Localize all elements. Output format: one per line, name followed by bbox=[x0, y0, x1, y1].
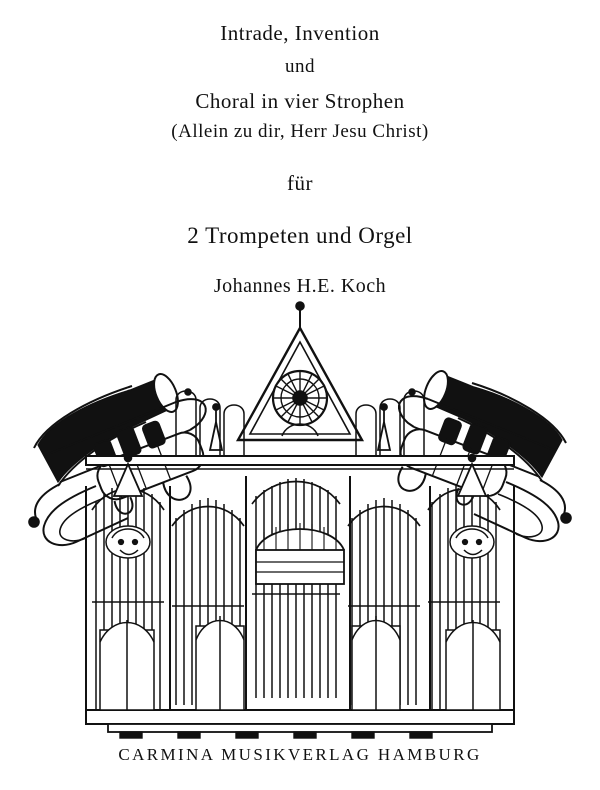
title-line-5-fuer: für bbox=[287, 170, 313, 195]
rose-window bbox=[273, 371, 327, 425]
gothic-pipe-organ bbox=[86, 302, 514, 738]
publisher-imprint: CARMINA MUSIKVERLAG HAMBURG bbox=[118, 745, 482, 764]
title-line-3: Choral in vier Strophen bbox=[195, 88, 405, 113]
instrumentation: 2 Trompeten und Orgel bbox=[187, 223, 413, 249]
organ-and-trumpets-illustration bbox=[0, 250, 600, 750]
composer-name: Johannes H.E. Koch bbox=[213, 275, 387, 298]
illustration-svg bbox=[0, 250, 600, 750]
title-line-1: Intrade, Invention bbox=[220, 21, 380, 45]
title-line-4-subtitle: (Allein zu dir, Herr Jesu Christ) bbox=[171, 121, 429, 143]
title-line-2: und bbox=[285, 56, 315, 78]
